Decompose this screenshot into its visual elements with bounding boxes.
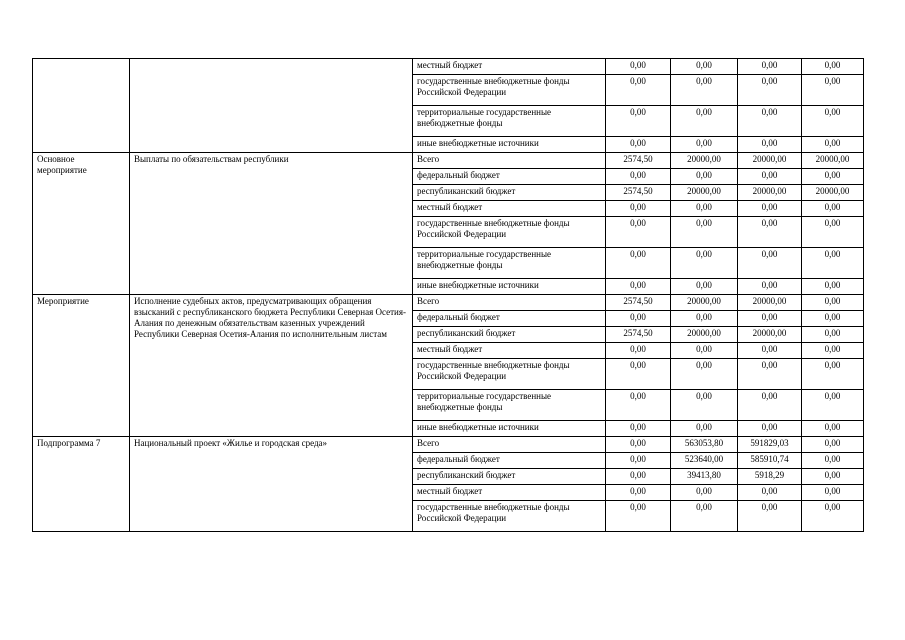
amount-cell-4: 0,00 [802, 421, 864, 437]
amount-cell-3: 0,00 [738, 390, 802, 421]
funding-source-cell: федеральный бюджет [413, 169, 606, 185]
amount-cell-1: 0,00 [606, 485, 671, 501]
amount-cell-2: 0,00 [671, 106, 738, 137]
amount-cell-3: 20000,00 [738, 327, 802, 343]
amount-cell-4: 0,00 [802, 295, 864, 311]
amount-cell-3: 5918,29 [738, 469, 802, 485]
budget-table [32, 58, 864, 532]
program-type-cell: Основное мероприятие [33, 153, 130, 295]
amount-cell-1: 0,00 [606, 279, 671, 295]
program-type-cell [33, 59, 130, 153]
amount-cell-3: 0,00 [738, 359, 802, 390]
amount-cell-4: 0,00 [802, 217, 864, 248]
amount-cell-2: 0,00 [671, 137, 738, 153]
amount-cell-1: 0,00 [606, 343, 671, 359]
amount-cell-1: 0,00 [606, 59, 671, 75]
amount-cell-2: 20000,00 [671, 327, 738, 343]
amount-cell-2: 0,00 [671, 217, 738, 248]
funding-source-cell: республиканский бюджет [413, 327, 606, 343]
amount-cell-2: 0,00 [671, 311, 738, 327]
amount-cell-1: 0,00 [606, 106, 671, 137]
program-name-cell: Национальный проект «Жилье и городская среда» [130, 437, 413, 532]
funding-source-cell: иные внебюджетные источники [413, 137, 606, 153]
amount-cell-2: 0,00 [671, 390, 738, 421]
amount-cell-2: 0,00 [671, 485, 738, 501]
amount-cell-2: 20000,00 [671, 185, 738, 201]
amount-cell-1: 0,00 [606, 248, 671, 279]
amount-cell-3: 591829,03 [738, 437, 802, 453]
amount-cell-4: 0,00 [802, 469, 864, 485]
table-row [33, 295, 864, 311]
amount-cell-3: 0,00 [738, 169, 802, 185]
amount-cell-4: 0,00 [802, 106, 864, 137]
amount-cell-3: 20000,00 [738, 153, 802, 169]
amount-cell-3: 0,00 [738, 106, 802, 137]
funding-source-cell: государственные внебюджетные фонды Российской Федерации [413, 75, 606, 106]
amount-cell-3: 585910,74 [738, 453, 802, 469]
table-row [33, 437, 864, 453]
amount-cell-1: 0,00 [606, 469, 671, 485]
funding-source-cell: местный бюджет [413, 201, 606, 217]
amount-cell-4: 20000,00 [802, 153, 864, 169]
program-type-cell: Мероприятие [33, 295, 130, 437]
amount-cell-2: 563053,80 [671, 437, 738, 453]
funding-source-cell: местный бюджет [413, 343, 606, 359]
amount-cell-2: 0,00 [671, 59, 738, 75]
amount-cell-2: 0,00 [671, 75, 738, 106]
amount-cell-2: 0,00 [671, 421, 738, 437]
amount-cell-3: 0,00 [738, 59, 802, 75]
program-name-cell: Выплаты по обязательствам республики [130, 153, 413, 295]
amount-cell-4: 0,00 [802, 437, 864, 453]
amount-cell-2: 0,00 [671, 169, 738, 185]
amount-cell-2: 0,00 [671, 248, 738, 279]
amount-cell-4: 0,00 [802, 169, 864, 185]
amount-cell-4: 0,00 [802, 59, 864, 75]
amount-cell-1: 0,00 [606, 453, 671, 469]
amount-cell-4: 0,00 [802, 359, 864, 390]
funding-source-cell: государственные внебюджетные фонды Российской Федерации [413, 501, 606, 532]
amount-cell-1: 0,00 [606, 169, 671, 185]
program-name-cell [130, 59, 413, 153]
amount-cell-4: 0,00 [802, 501, 864, 532]
amount-cell-3: 0,00 [738, 311, 802, 327]
table-row [33, 153, 864, 169]
funding-source-cell: местный бюджет [413, 59, 606, 75]
amount-cell-4: 0,00 [802, 485, 864, 501]
amount-cell-1: 2574,50 [606, 295, 671, 311]
amount-cell-1: 0,00 [606, 359, 671, 390]
amount-cell-1: 2574,50 [606, 153, 671, 169]
table-row [33, 59, 864, 75]
amount-cell-2: 39413,80 [671, 469, 738, 485]
amount-cell-1: 0,00 [606, 201, 671, 217]
amount-cell-3: 0,00 [738, 137, 802, 153]
amount-cell-4: 0,00 [802, 201, 864, 217]
amount-cell-2: 0,00 [671, 343, 738, 359]
amount-cell-2: 0,00 [671, 201, 738, 217]
amount-cell-1: 2574,50 [606, 327, 671, 343]
amount-cell-3: 20000,00 [738, 295, 802, 311]
amount-cell-2: 0,00 [671, 279, 738, 295]
funding-source-cell: федеральный бюджет [413, 311, 606, 327]
amount-cell-4: 0,00 [802, 390, 864, 421]
funding-source-cell: местный бюджет [413, 485, 606, 501]
amount-cell-3: 0,00 [738, 485, 802, 501]
amount-cell-1: 0,00 [606, 421, 671, 437]
amount-cell-3: 0,00 [738, 75, 802, 106]
amount-cell-1: 0,00 [606, 217, 671, 248]
funding-source-cell: территориальные государственные внебюджетные фонды [413, 248, 606, 279]
amount-cell-1: 0,00 [606, 501, 671, 532]
amount-cell-4: 0,00 [802, 248, 864, 279]
amount-cell-3: 0,00 [738, 421, 802, 437]
amount-cell-3: 0,00 [738, 248, 802, 279]
funding-source-cell: республиканский бюджет [413, 469, 606, 485]
funding-source-cell: государственные внебюджетные фонды Российской Федерации [413, 217, 606, 248]
amount-cell-4: 0,00 [802, 327, 864, 343]
amount-cell-2: 0,00 [671, 359, 738, 390]
amount-cell-2: 523640,00 [671, 453, 738, 469]
amount-cell-4: 20000,00 [802, 185, 864, 201]
amount-cell-1: 0,00 [606, 75, 671, 106]
amount-cell-2: 20000,00 [671, 153, 738, 169]
amount-cell-1: 0,00 [606, 437, 671, 453]
amount-cell-1: 0,00 [606, 311, 671, 327]
amount-cell-3: 0,00 [738, 217, 802, 248]
amount-cell-2: 20000,00 [671, 295, 738, 311]
funding-source-cell: Всего [413, 153, 606, 169]
amount-cell-3: 20000,00 [738, 185, 802, 201]
funding-source-cell: государственные внебюджетные фонды Российской Федерации [413, 359, 606, 390]
amount-cell-4: 0,00 [802, 279, 864, 295]
amount-cell-4: 0,00 [802, 453, 864, 469]
program-type-cell: Подпрограмма 7 [33, 437, 130, 532]
amount-cell-4: 0,00 [802, 343, 864, 359]
amount-cell-3: 0,00 [738, 343, 802, 359]
amount-cell-4: 0,00 [802, 137, 864, 153]
funding-source-cell: Всего [413, 295, 606, 311]
amount-cell-4: 0,00 [802, 311, 864, 327]
amount-cell-3: 0,00 [738, 501, 802, 532]
amount-cell-1: 2574,50 [606, 185, 671, 201]
amount-cell-3: 0,00 [738, 201, 802, 217]
funding-source-cell: федеральный бюджет [413, 453, 606, 469]
funding-source-cell: иные внебюджетные источники [413, 421, 606, 437]
amount-cell-3: 0,00 [738, 279, 802, 295]
funding-source-cell: иные внебюджетные источники [413, 279, 606, 295]
funding-source-cell: территориальные государственные внебюджетные фонды [413, 390, 606, 421]
amount-cell-4: 0,00 [802, 75, 864, 106]
funding-source-cell: республиканский бюджет [413, 185, 606, 201]
funding-source-cell: территориальные государственные внебюджетные фонды [413, 106, 606, 137]
amount-cell-1: 0,00 [606, 390, 671, 421]
amount-cell-2: 0,00 [671, 501, 738, 532]
funding-source-cell: Всего [413, 437, 606, 453]
program-name-cell: Исполнение судебных актов, предусматривающих обращения взысканий с республиканского бюджета Республики Северная Осетия-Алания по денежным обязательствам казенных учреждений Республики Северная Осетия-Алания по исполнительным листам [130, 295, 413, 437]
amount-cell-1: 0,00 [606, 137, 671, 153]
